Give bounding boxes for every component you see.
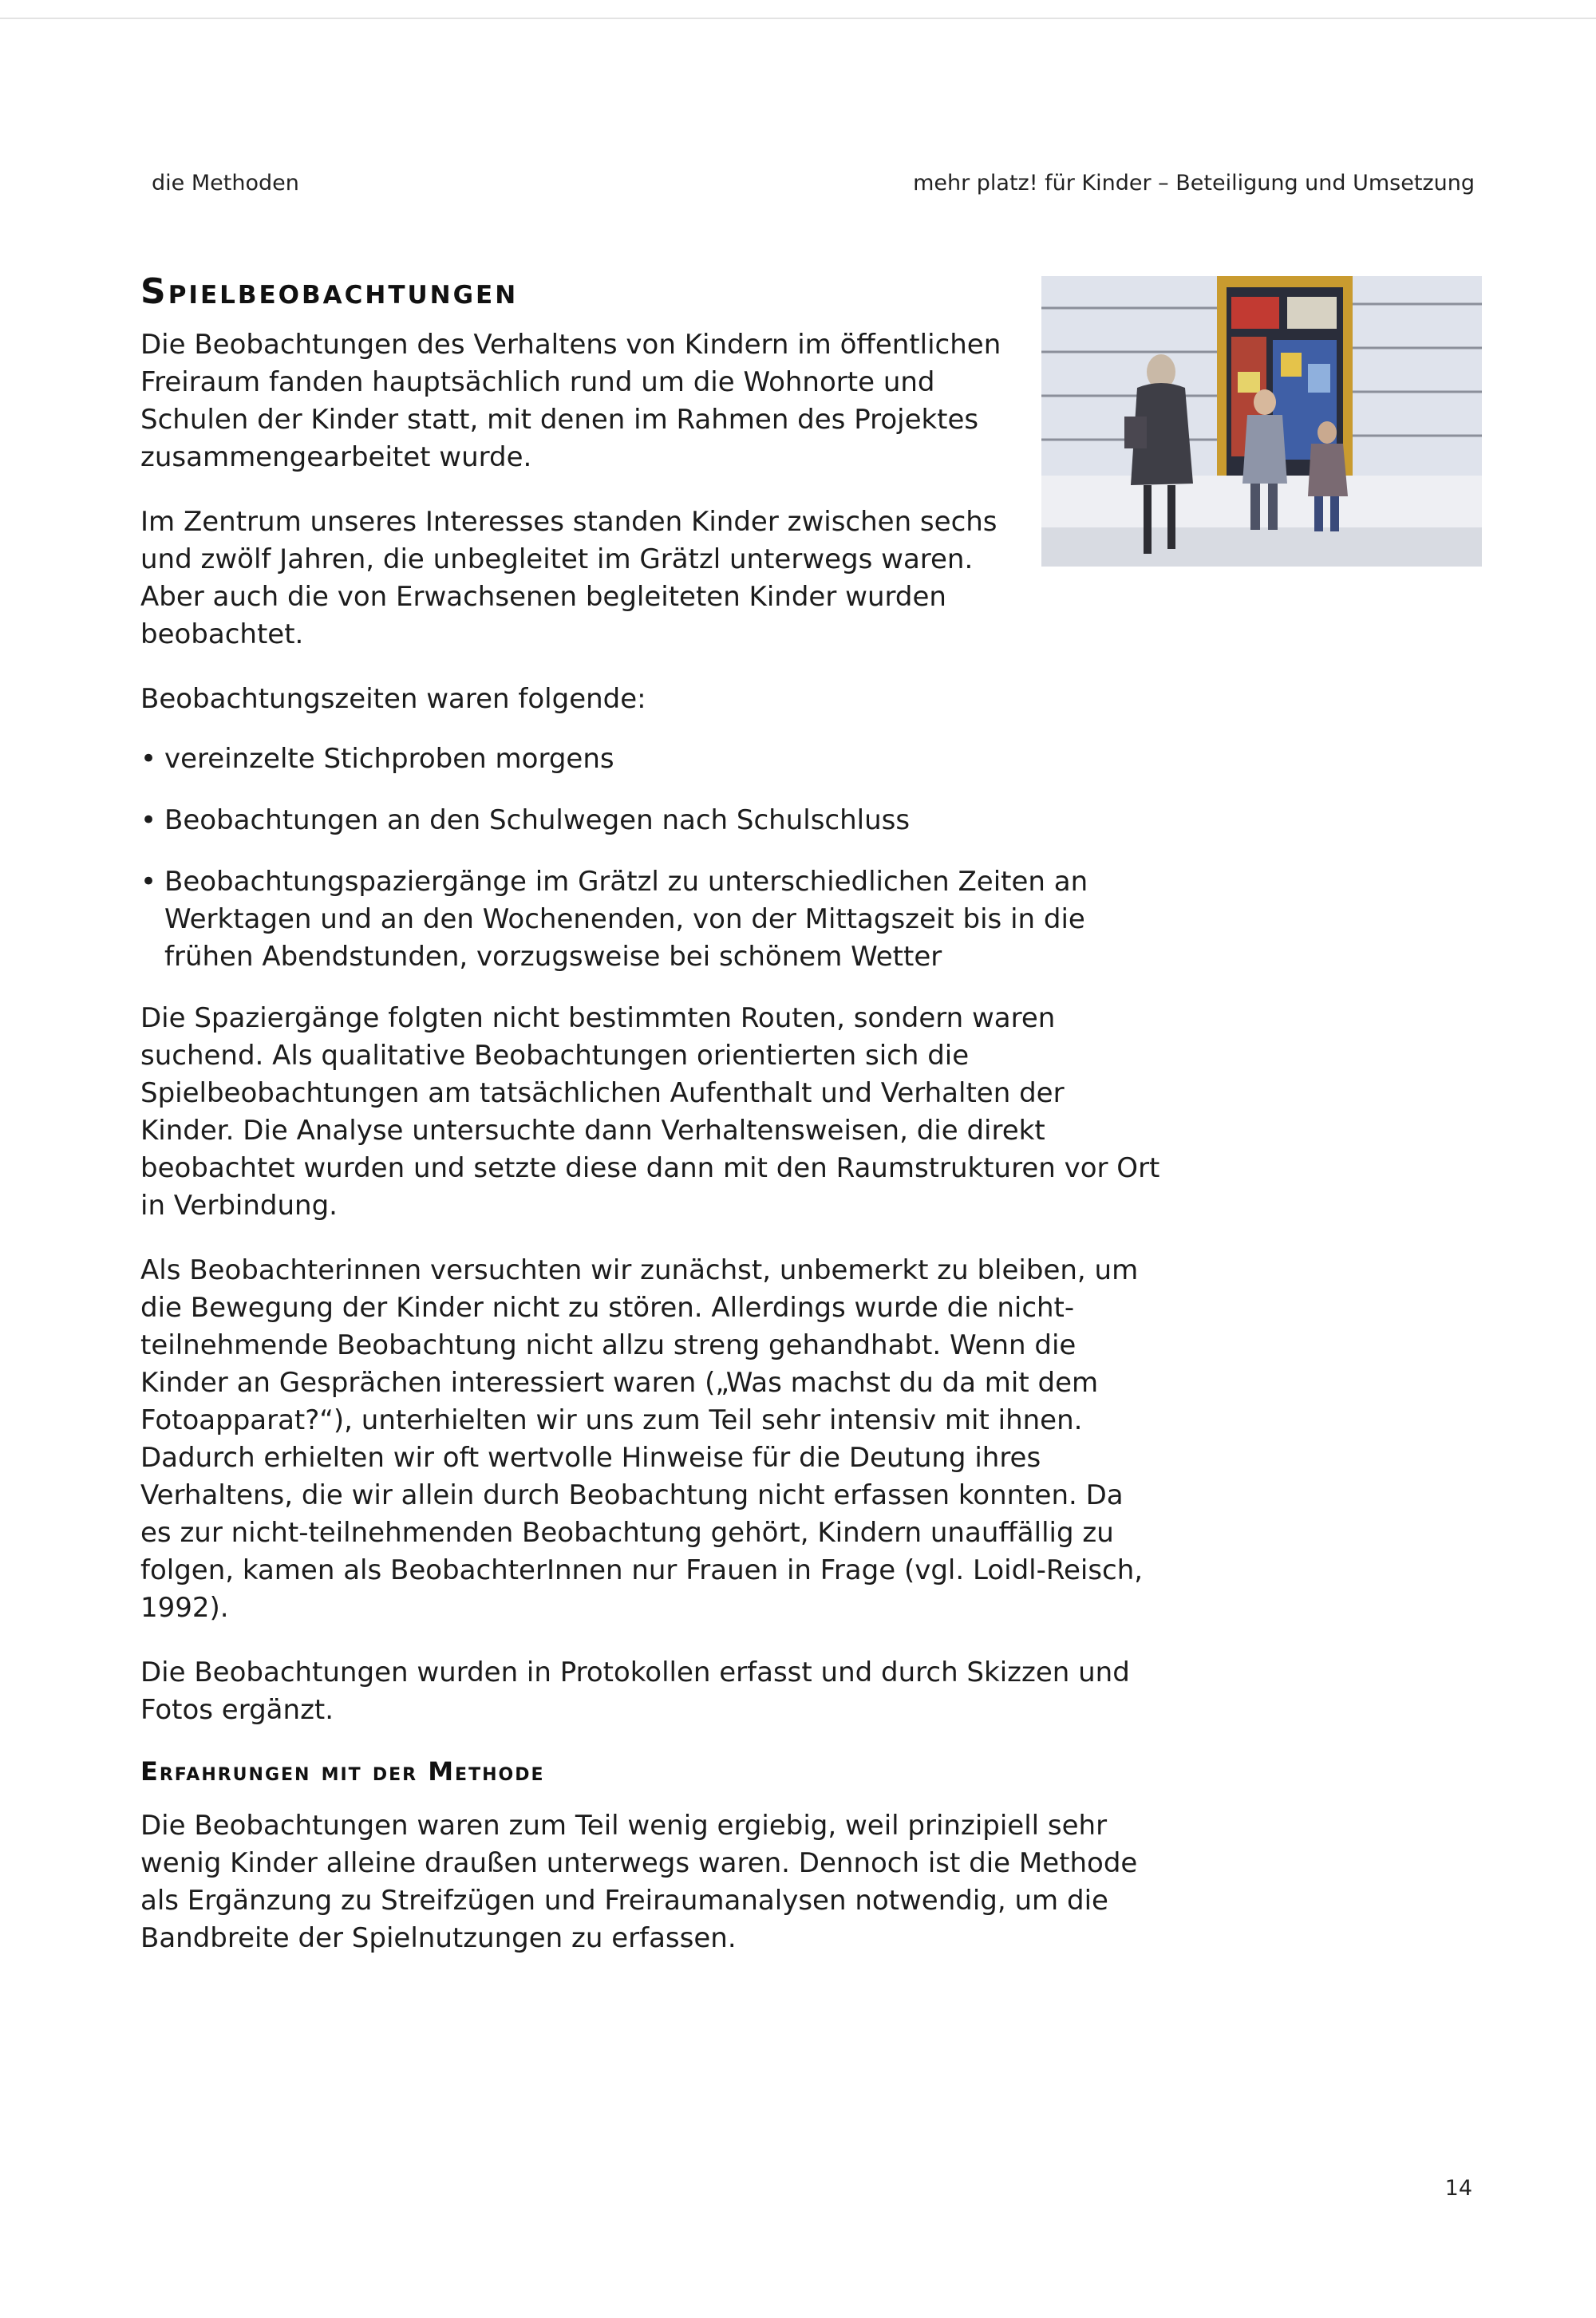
observation-times-lead: Beobachtungszeiten waren folgende: (140, 683, 646, 715)
running-head-left: die Methoden (152, 171, 299, 195)
walks-paragraph: Die Spaziergänge folgten nicht bestimmten Routen, sondern waren suchend. Als qualitative Beobachtungen orientierten sich die Spielbeobachtungen am tatsächlichen Aufenthalt und Verhalten der Kinder. Die Analyse untersuchte dann Verhaltensweisen, die direkt beobachtet wurden und setzte diese dann mit den Raumstrukturen vor Ort in Verbindung. (140, 1002, 1160, 1222)
list-item: • Beobachtungen an den Schulwegen nach Schulschluss (140, 802, 1162, 839)
list-item: • Beobachtungspaziergänge im Grätzl zu unterschiedlichen Zeiten an Werktagen und an den Wochenenden, von der Mittagszeit bis in die frühen Abendstunden, vorzugsweise bei schönem Wetter (140, 863, 1162, 976)
experience-subheading: Erfahrungen mit der Methode (140, 1756, 545, 1787)
observers-paragraph: Als Beobachterinnen versuchten wir zunächst, unbemerkt zu bleiben, um die Bewegung der Kinder nicht zu stören. Allerdings wurde die nicht-teilnehmende Beobachtung nicht allzu streng gehandhabt. Wenn die Kinder an Gesprächen interessiert waren („Was machst du da mit dem Fotoapparat?“), unterhielten wir uns zum Teil sehr intensiv mit ihnen. Dadurch erhielten wir oft wertvolle Hinweise für die Deutung ihres Verhaltens, die wir allein durch Beobachtung nicht erfassen konnten. Da es zur nicht-teilnehmenden Beobachtung gehört, Kindern unauffällig zu folgen, kamen als BeobachterInnen nur Frauen in Frage (vgl. Loidl-Reisch, 1992). (140, 1254, 1144, 1624)
article (140, 271, 1162, 1984)
top-rule (0, 18, 1596, 19)
intro-paragraph: Die Beobachtungen des Verhaltens von Kindern im öffentlichen Freiraum fanden hauptsächlich rund um die Wohnorte und Schulen der Kinder statt, mit denen im Rahmen des Projektes zusammengearbeitet wurde. (140, 329, 1001, 473)
running-head-right: mehr platz! für Kinder – Beteiligung und Umsetzung (913, 171, 1475, 195)
list-item: • vereinzelte Stichproben morgens (140, 740, 1162, 778)
protocols-paragraph: Die Beobachtungen wurden in Protokollen erfasst und durch Skizzen und Fotos ergänzt. (140, 1657, 1130, 1726)
article-title: Spielbeobachtungen (140, 271, 519, 312)
experience-paragraph: Die Beobachtungen waren zum Teil wenig ergiebig, weil prinzipiell sehr wenig Kinder alleine draußen unterwegs waren. Dennoch ist die Methode als Ergänzung zu Streifzügen und Freiraumanalysen notwendig, um die Bandbreite der Spielnutzungen zu erfassen. (140, 1810, 1138, 1954)
observation-times-list (140, 740, 1162, 976)
page-number: 14 (1444, 2176, 1472, 2201)
focus-paragraph: Im Zentrum unseres Interesses standen Kinder zwischen sechs und zwölf Jahren, die unbegleitet im Grätzl unterwegs waren. Aber auch die von Erwachsenen begleiteten Kinder wurden beobachtet. (140, 506, 998, 650)
